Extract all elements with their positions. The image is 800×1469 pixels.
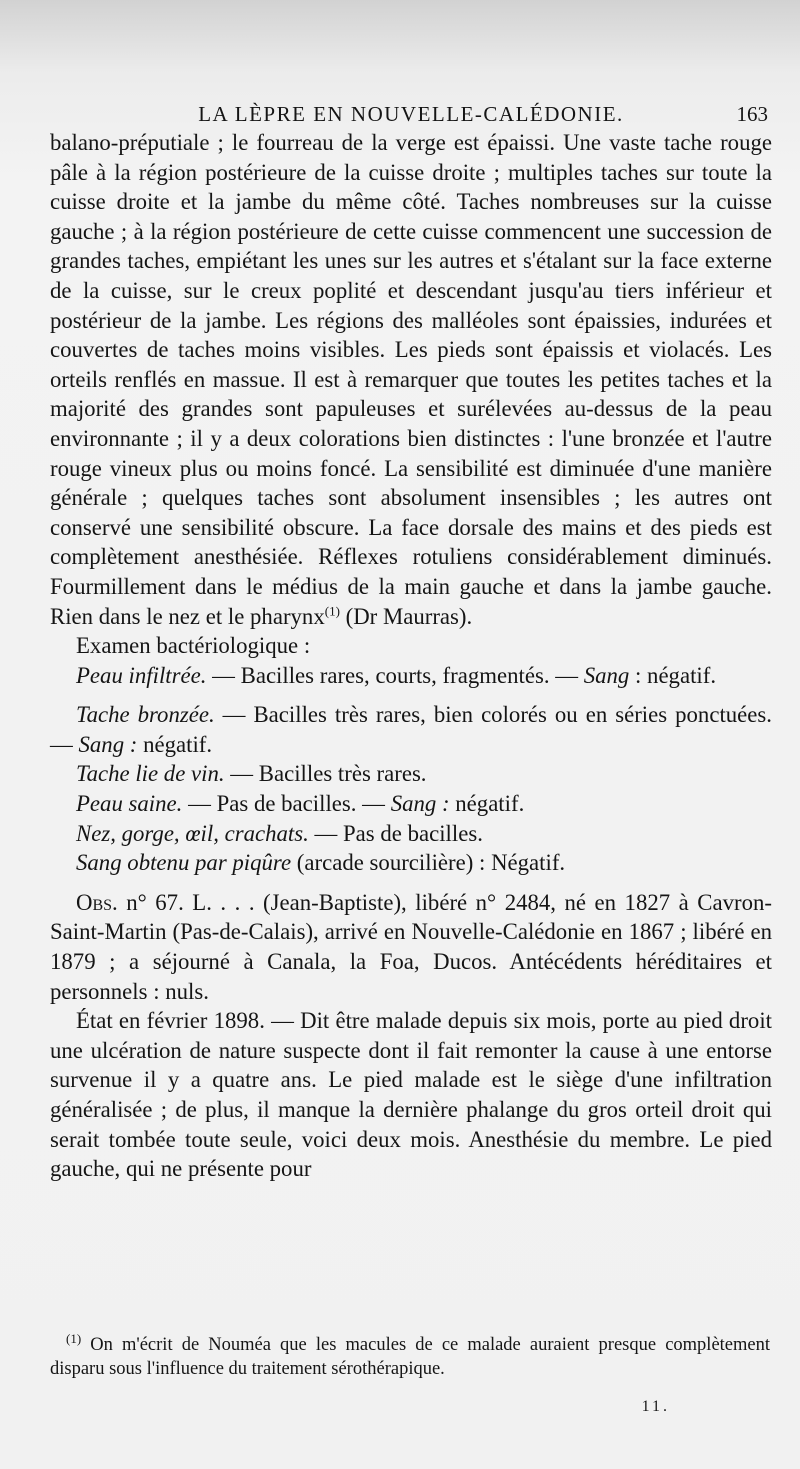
running-title: LA LÈPRE EN NOUVELLE-CALÉDONIE. [198,102,624,126]
exam-item [50,819,772,849]
exam-item-label: Peau infiltrée. [76,662,207,688]
exam-item [50,848,772,878]
exam-item-text-blood: négatif. [449,791,525,817]
exam-item-label-blood: Sang [583,662,630,688]
exam-item-label: Tache lie de vin. [76,761,225,787]
exam-item-text: — Pas de bacilles. [308,820,483,846]
exam-item-text: — Pas de bacilles. — [182,791,391,817]
page-header [50,92,772,128]
clinical-description-paragraph [50,128,772,631]
signature-mark: 11. [641,1398,670,1415]
exam-item-text: — Bacilles rares, courts, fragmentés. — [206,662,584,688]
exam-item [50,759,772,789]
exam-heading: Examen bactériologique : [76,633,311,659]
page-number: 163 [736,102,768,126]
exam-item-text: — Bacilles très rares. [224,761,427,787]
exam-item-label-blood: Sang : [390,791,450,817]
exam-item-label: Tache bronzée. [76,702,215,728]
exam-item-label-blood: Sang : [78,731,138,757]
observation-paragraph [50,888,772,1006]
observation-text: n° 67. L. . . . (Jean-Baptiste), libéré n° 2484, né en 1827 à Cavron-Saint-Martin (Pas-de-Calais), arrivé en Nouvelle-Calédonie en 1867 ; libéré en 1879 ; a séjourné à Canala, la Foa, Ducos. Antécédents héréditaires et personnels : nuls. [50,889,772,1004]
exam-item-text: — Bacilles très rares, bien colorés ou en séries ponctuées. — [50,702,772,757]
exam-item [50,661,772,691]
exam-item-label: Peau saine. [76,791,183,817]
exam-item-text-blood: négatif. [137,731,213,757]
paragraph-tail: (Dr Maurras). [339,603,473,629]
paragraph-text: balano-préputiale ; le fourreau de la verge est épaissi. Une vaste tache rouge pâle à la région postérieure de la cuisse droite ; multiples taches sur toute la cuisse droite et la jambe du même côté. Taches nombreuses sur la cuisse gauche ; à la région postérieure de cette cuisse commencent une succession de grandes taches, empiétant les unes sur les autres et s'étalant sur la face externe de la cuisse, sur le creux poplité et descendant jusqu'au tiers inférieur et postérieur de la jambe. Les régions des malléoles sont épaissies, indurées et couvertes de taches moins visibles. Les pieds sont épaissis et violacés. Les orteils renflés en massue. Il est à remarquer que toutes les petites taches et la majorité des grandes sont papuleuses et surélevées au-dessus de la peau environnante ; il y a deux colorations bien distinctes : l'une bronzée et l'autre rouge vineux plus ou moins foncé. La sensibilité est diminuée d'une manière générale ; quelques taches sont absolument insensibles ; les autres ont conservé une sensibilité obscure. La face dorsale des mains et des pieds est complètement anesthésiée. Réflexes rotuliens considérablement diminués. Fourmillement dans le médius de la main gauche et dans la jambe gauche. Rien dans le nez et le pharynx [50,130,772,629]
footnote-marker: (1) [66,1330,82,1346]
exam-item [50,789,772,819]
footnote-area [50,1330,770,1381]
exam-item-text: (arcade sourcilière) : Négatif. [291,850,566,876]
footnote [50,1330,770,1381]
footnote-reference: (1) [324,602,340,618]
exam-item-label: Nez, gorge, œil, crachats. [76,820,309,846]
exam-item-label: Sang obtenu par piqûre [76,850,292,876]
exam-item [50,700,772,759]
observation-label: Obs. [76,889,118,915]
body-text [50,128,772,1184]
state-paragraph: État en février 1898. — Dit être malade depuis six mois, porte au pied droit une ulcération de nature suspecte dont il fait remonter la cause à une entorse survenue il y a quatre ans. Le pied malade est le siège d'une infiltration généralisée ; de plus, il manque la dernière phalange du gros orteil droit qui serait tombée toute seule, voici deux mois. Anesthésie du membre. Le pied gauche, qui ne présente pour [50,1008,772,1182]
footnote-text: On m'écrit de Nouméa que les macules de ce malade auraient presque complètement disparu sous l'influence du traitement sérothérapique. [50,1335,770,1379]
exam-item-text-blood: : négatif. [629,662,717,688]
